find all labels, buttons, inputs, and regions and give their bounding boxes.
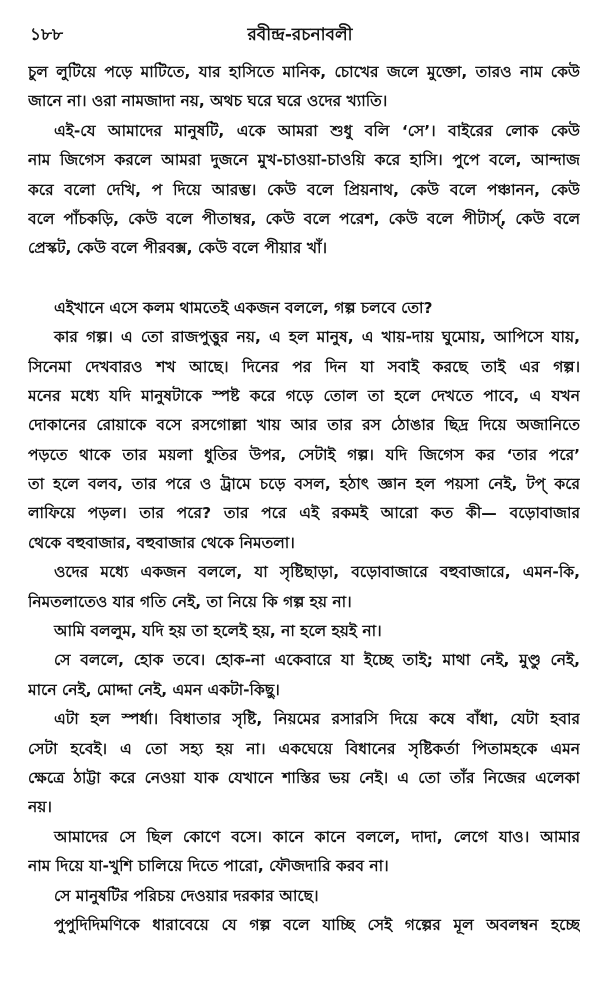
- paragraph-gap: [28, 264, 580, 294]
- text-line: নিমতলাতেও যার গতি নেই, তা নিয়ে কি গল্প হয় না।: [28, 592, 352, 611]
- text-line: ক্ষেত্রে ঠাট্টা করে নেওয়া যাক যেখানে শাস্তির ভয় নেই। এ তো তাঁর নিজের এলেকা: [28, 768, 580, 787]
- text-line: বলে পাঁচকড়ি, কেউ বলে পীতাম্বর, কেউ বলে পরেশ, কেউ বলে পীটার্স্‌, কেউ বলে: [28, 209, 580, 228]
- text-line: প্রেস্কট, কেউ বলে পীরবক্স, কেউ বলে পীয়ার খাঁ।: [28, 239, 328, 258]
- text-line: এইখানে এসে কলম থামতেই একজন বললে, গল্প চলবে তো?: [54, 298, 433, 317]
- text-line: নাম জিগেস করলে আমরা দুজনে মুখ-চাওয়া-চাওয়ি করে হাসি। পুপে বলে, আন্দাজ: [28, 151, 580, 170]
- text-line: ওদের মধ্যে একজন বললে, যা সৃষ্টিছাড়া, বড়োবাজারে বহুবাজারে, এমন-কি,: [54, 563, 580, 582]
- text-line: লাফিয়ে পড়ল। তার পরে? তার পরে এই রকমই আরো কত কী— বড়োবাজার: [28, 504, 580, 523]
- page-header: [30, 22, 570, 50]
- text-line: দোকানের রোয়াকে বসে রসগোল্লা খায় আর তার রস ঠোঙার ছিদ্র দিয়ে অজানিতে: [28, 416, 580, 435]
- running-title: রবীন্দ্র-রচনাবলী: [247, 25, 353, 45]
- text-line: করে বলো দেখি, প দিয়ে আরম্ভ। কেউ বলে প্রিয়নাথ, কেউ বলে পঞ্চানন, কেউ: [28, 180, 580, 199]
- text-line: আমি বললুম, যদি হয় তা হলেই হয়, না হলে হয়ই না।: [54, 622, 382, 641]
- body-text: [28, 58, 580, 940]
- text-line: পুপুদিদিমণিকে ধারাবেয়ে যে গল্প বলে যাচ্ছি সেই গল্পের মূল অবলম্বন হচ্ছে: [54, 915, 580, 934]
- text-line: সে বললে, হোক তবে। হোক-না একেবারে যা ইচ্ছে তাই; মাথা নেই, মুণ্ডু নেই,: [54, 651, 580, 670]
- text-line: থেকে বহুবাজার, বহুবাজার থেকে নিমতলা।: [28, 533, 295, 552]
- text-line: এই-যে আমাদের মানুষটি, একে আমরা শুধু বলি ‘সে’। বাইরের লোক কেউ: [54, 121, 580, 140]
- text-line: সিনেমা দেখবারও শখ আছে। দিনের পর দিন যা সবাই করছে তাই এর গল্প।: [28, 357, 580, 376]
- text-line: পড়তে থাকে তার ময়লা ধুতির উপর, সেটাই গল্প। যদি জিগেস কর ‘তার পরে’: [28, 445, 580, 464]
- text-line: নয়।: [28, 798, 52, 817]
- text-line: চুল লুটিয়ে পড়ে মাটিতে, যার হাসিতে মানিক, চোখের জলে মুক্তো, তারও নাম কেউ: [28, 63, 580, 81]
- page-number: ১৮৮: [30, 25, 64, 45]
- text-line: মানে নেই, মোদ্দা নেই, এমন একটা-কিছু।: [28, 680, 280, 699]
- text-line: জানে না। ওরা নামজাদা নয়, অথচ ঘরে ঘরে ওদের খ্যাতি।: [28, 92, 388, 111]
- text-line: মনের মধ্যে যদি মানুষটাকে স্পষ্ট করে গড়ে তোল তা হলে দেখতে পাবে, এ যখন: [28, 386, 580, 405]
- text-line: নাম দিয়ে যা-খুশি চালিয়ে দিতে পারো, ফৌজদারি করব না।: [28, 857, 389, 876]
- text-line: সে মানুষটির পরিচয় দেওয়ার দরকার আছে।: [54, 886, 319, 905]
- text-line: তা হলে বলব, তার পরে ও ট্রামে চড়ে বসল, হঠাৎ জ্ঞান হল পয়সা নেই, টপ্‌ করে: [28, 475, 580, 494]
- text-line: সেটা হবেই। এ তো সহ্য হয় না। একঘেয়ে বিধানের সৃষ্টিকর্তা পিতামহকে এমন: [28, 739, 580, 758]
- text-line: আমাদের সে ছিল কোণে বসে। কানে কানে বললে, দাদা, লেগে যাও। আমার: [54, 827, 580, 846]
- text-line: কার গল্প। এ তো রাজপুত্তুর নয়, এ হল মানুষ, এ খায়-দায় ঘুমোয়, আপিসে যায়,: [54, 328, 580, 347]
- text-line: এটা হল স্পর্ধা। বিধাতার সৃষ্টি, নিয়মের রসারসি দিয়ে কষে বাঁধা, যেটা হবার: [54, 710, 580, 729]
